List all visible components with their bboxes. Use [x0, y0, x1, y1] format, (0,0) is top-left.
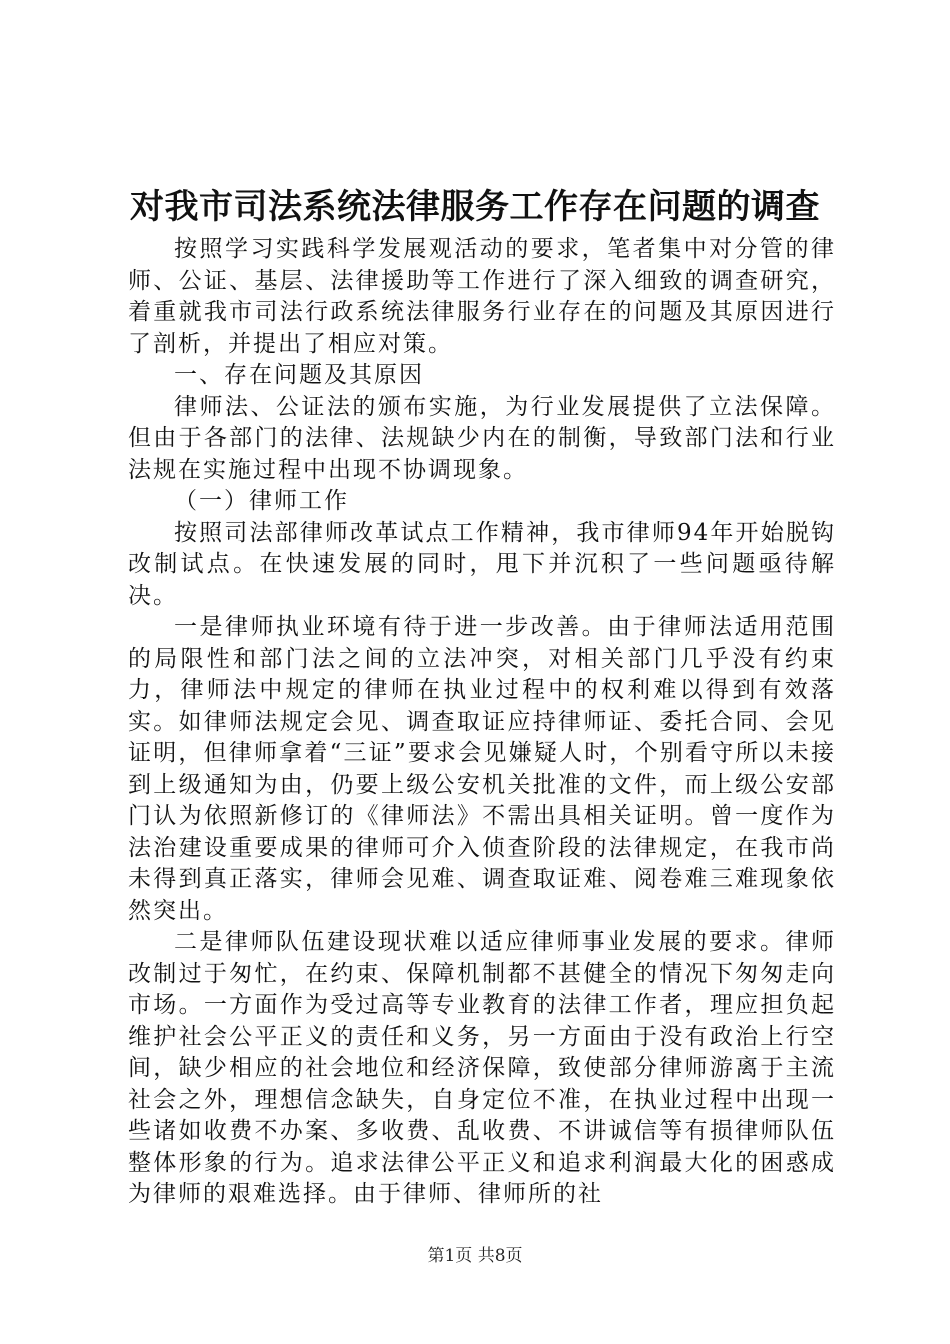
- body-paragraph: 律师法、公证法的颁布实施，为行业发展提供了立法保障。但由于各部门的法律、法规缺少内在的制衡，导致部门法和行业法规在实施过程中出现不协调现象。: [128, 393, 836, 483]
- body-paragraph: 一是律师执业环境有待于进一步改善。由于律师法适用范围的局限性和部门法之间的立法冲突，对相关部门几乎没有约束力，律师法中规定的律师在执业过程中的权利难以得到有效落实。如律师法规定会见、调查取证应持律师证、委托合同、会见证明，但律师拿着“三证”要求会见嫌疑人时，个别看守所以未接到上级通知为由，仍要上级公安机关批准的文件，而上级公安部门认为依照新修订的《律师法》不需出具相关证明。曾一度作为法治建设重要成果的律师可介入侦查阶段的法律规定，在我市尚未得到真正落实，律师会见难、调查取证难、阅卷难三难现象依然突出。: [128, 614, 836, 924]
- intro-paragraph: 按照学习实践科学发展观活动的要求，笔者集中对分管的律师、公证、基层、法律援助等工作进行了深入细致的调查研究，着重就我市司法行政系统法律服务行业存在的问题及其原因进行了剖析，并提出了相应对策。: [128, 236, 836, 357]
- document-title: 对我市司法系统法律服务工作存在问题的调查: [130, 187, 820, 227]
- body-paragraph: 二是律师队伍建设现状难以适应律师事业发展的要求。律师改制过于匆忙，在约束、保障机制都不甚健全的情况下匆匆走向市场。一方面作为受过高等专业教育的法律工作者，理应担负起维护社会公平正义的责任和义务，另一方面由于没有政治上行空间，缺少相应的社会地位和经济保障，致使部分律师游离于主流社会之外，理想信念缺失，自身定位不准，在执业过程中出现一些诸如收费不办案、多收费、乱收费、不讲诚信等有损律师队伍整体形象的行为。追求法律公平正义和追求利润最大化的困惑成为律师的艰难选择。由于律师、律师所的社: [128, 929, 836, 1207]
- body-paragraph: 按照司法部律师改革试点工作精神，我市律师94年开始脱钩改制试点。在快速发展的同时，甩下并沉积了一些问题亟待解决。: [128, 519, 836, 609]
- subsection-heading: （一）律师工作: [174, 488, 349, 514]
- section-heading: 一、存在问题及其原因: [174, 362, 424, 388]
- page-number-footer: 第1页 共8页: [427, 1246, 523, 1266]
- document-body: [128, 234, 836, 1211]
